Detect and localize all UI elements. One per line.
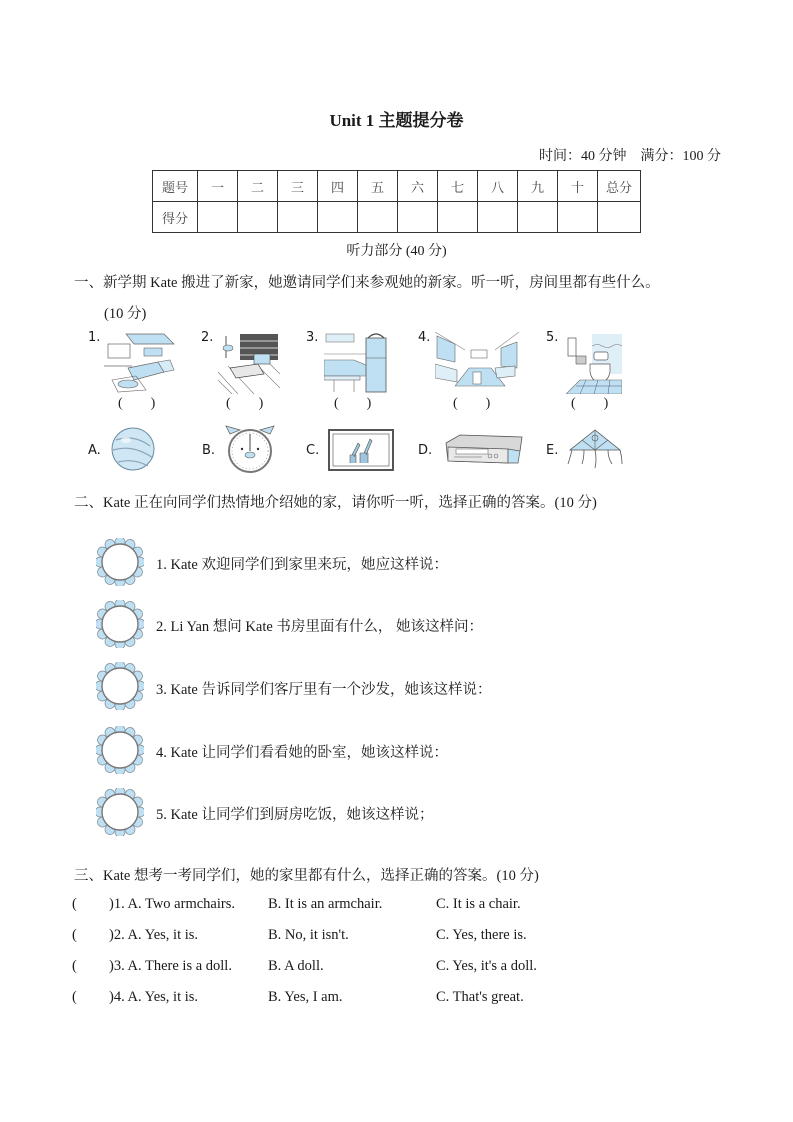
- question-option-a: )3. A. There is a doll.: [109, 958, 232, 974]
- question-option-a: )2. A. Yes, it is.: [109, 927, 199, 943]
- table-cell: 四: [318, 171, 358, 202]
- flower-frame-icon[interactable]: [96, 726, 144, 774]
- score-input-cell[interactable]: [358, 202, 398, 233]
- score-input-cell[interactable]: [238, 202, 278, 233]
- kitchen-picture-icon: [324, 332, 388, 394]
- question-option-b: B. A doll.: [268, 958, 324, 974]
- question-option-c: C. Yes, it's a doll.: [436, 958, 537, 974]
- study-room-picture-icon: [218, 332, 280, 394]
- section2-question: 1. Kate 欢迎同学们到家里来玩，她应这样说：: [156, 557, 448, 573]
- dvd-player-picture-icon: [442, 433, 526, 467]
- option-label: A.: [88, 443, 101, 458]
- question-option-c: C. It is a chair.: [436, 896, 521, 912]
- answer-blank[interactable]: ( ): [118, 396, 156, 411]
- answer-blank[interactable]: ( ): [453, 396, 491, 411]
- table-cell: 五: [358, 171, 398, 202]
- room-number: 3.: [306, 330, 319, 345]
- table-cell: 总分: [598, 171, 641, 202]
- bedroom-picture-icon: [104, 332, 180, 394]
- table-cell: 一: [198, 171, 238, 202]
- question-option-c: C. That's great.: [436, 989, 524, 1005]
- question-option-a: )1. A. Two armchairs.: [109, 896, 235, 912]
- question-option-c: C. Yes, there is.: [436, 927, 527, 943]
- flower-frame-icon[interactable]: [96, 662, 144, 710]
- table-cell: 七: [438, 171, 478, 202]
- room-number: 1.: [88, 330, 101, 345]
- score-input-cell[interactable]: [558, 202, 598, 233]
- flower-frame-icon[interactable]: [96, 538, 144, 586]
- option-label: C.: [306, 443, 320, 458]
- score-input-cell[interactable]: [518, 202, 558, 233]
- answer-blank[interactable]: (: [72, 958, 77, 974]
- score-input-cell[interactable]: [438, 202, 478, 233]
- score-table: [152, 170, 641, 233]
- answer-blank[interactable]: (: [72, 896, 77, 912]
- section2-question: 5. Kate 让同学们到厨房吃饭，她该这样说；: [156, 807, 434, 823]
- answer-blank[interactable]: ( ): [226, 396, 264, 411]
- table-row-scores: [153, 202, 641, 233]
- exam-meta: 时间：40 分钟 满分：100 分: [539, 149, 721, 164]
- page-title: Unit 1 主题提分卷: [329, 111, 464, 130]
- living-room-picture-icon: [435, 332, 519, 394]
- answer-blank[interactable]: (: [72, 927, 77, 943]
- room-number: 4.: [418, 330, 431, 345]
- question-option-b: B. It is an armchair.: [268, 896, 383, 912]
- table-cell: 八: [478, 171, 518, 202]
- section3-instruction: 三、Kate 想考一考同学们，她的家里都有什么，选择正确的答案。(10 分): [74, 868, 539, 884]
- question-option-b: B. Yes, I am.: [268, 989, 343, 1005]
- section2-question: 2. Li Yan 想问 Kate 书房里面有什么， 她该这样问：: [156, 619, 484, 635]
- ball-picture-icon: [110, 426, 156, 472]
- room-number: 5.: [546, 330, 559, 345]
- table-cell: 九: [518, 171, 558, 202]
- answer-blank[interactable]: ( ): [334, 396, 372, 411]
- section2-question: 3. Kate 告诉同学们客厅里有一个沙发，她该这样说：: [156, 682, 492, 698]
- giraffe-painting-picture-icon: [328, 429, 394, 471]
- section2-instruction: 二、Kate 正在向同学们热情地介绍她的家，请你听一听，选择正确的答案。(10 分): [74, 495, 597, 511]
- section2-question: 4. Kate 让同学们看看她的卧室，她该这样说：: [156, 745, 448, 761]
- listening-heading: 听力部分 (40 分): [346, 244, 447, 259]
- kite-picture-icon: [566, 428, 624, 472]
- table-row-headers: [153, 171, 641, 202]
- score-input-cell[interactable]: [598, 202, 641, 233]
- answer-blank[interactable]: (: [72, 989, 77, 1005]
- score-input-cell[interactable]: [478, 202, 518, 233]
- table-cell: 六: [398, 171, 438, 202]
- table-cell: 得分: [153, 202, 198, 233]
- room-number: 2.: [201, 330, 214, 345]
- question-option-b: B. No, it isn't.: [268, 927, 349, 943]
- section1-points: (10 分): [104, 306, 147, 322]
- section1-instruction: 一、新学期 Kate 搬进了新家，她邀请同学们来参观她的新家。听一听，房间里都有些什么。: [74, 275, 660, 291]
- score-input-cell[interactable]: [198, 202, 238, 233]
- score-input-cell[interactable]: [318, 202, 358, 233]
- score-input-cell[interactable]: [278, 202, 318, 233]
- table-cell: 十: [558, 171, 598, 202]
- answer-blank[interactable]: ( ): [571, 396, 609, 411]
- flower-frame-icon[interactable]: [96, 600, 144, 648]
- table-cell: 三: [278, 171, 318, 202]
- option-label: E.: [546, 443, 559, 458]
- option-label: B.: [202, 443, 216, 458]
- bathroom-picture-icon: [566, 334, 622, 394]
- flower-frame-icon[interactable]: [96, 788, 144, 836]
- table-cell: 二: [238, 171, 278, 202]
- clock-picture-icon: [224, 424, 276, 474]
- question-option-a: )4. A. Yes, it is.: [109, 989, 199, 1005]
- option-label: D.: [418, 443, 433, 458]
- table-cell: 题号: [153, 171, 198, 202]
- score-input-cell[interactable]: [398, 202, 438, 233]
